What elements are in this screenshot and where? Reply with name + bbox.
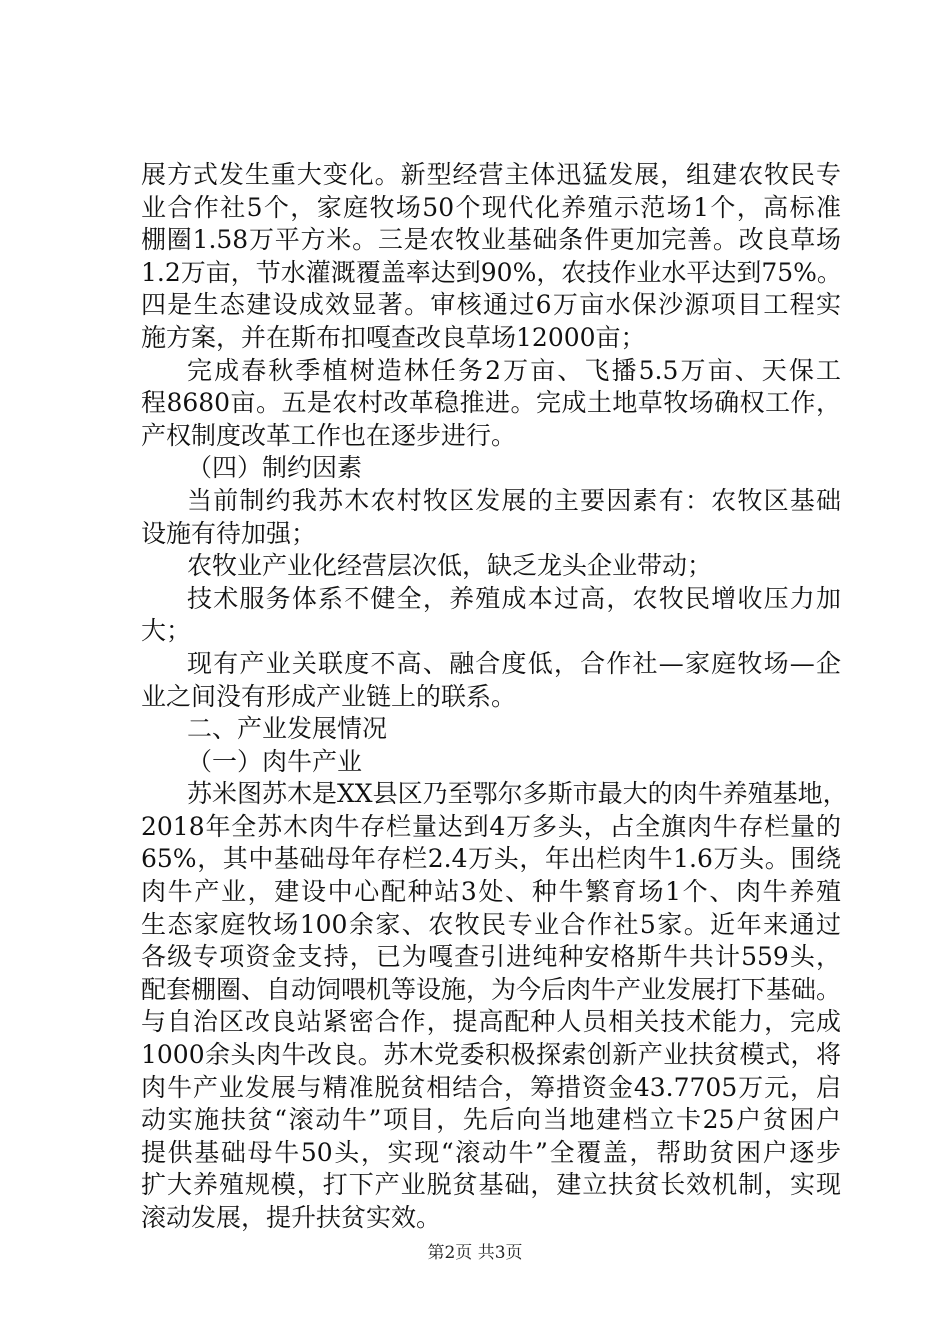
text-line: 生态家庭牧场100余家、农牧民专业合作社5家。近年来通过: [141, 909, 841, 939]
text-line: 设施有待加强；: [141, 518, 317, 548]
text-line: 肉牛产业发展与精准脱贫相结合，筹措资金43.7705万元，启: [141, 1072, 841, 1102]
text-line: 配套棚圈、自动饲喂机等设施，为今后肉牛产业发展打下基础。: [141, 974, 842, 1004]
text-line: 65%，其中基础母年存栏2.4万头，年出栏肉牛1.6万头。围绕: [141, 844, 841, 874]
text-line: 提供基础母牛50头，实现“滚动牛”全覆盖，帮助贫困户逐步: [141, 1137, 841, 1167]
text-line: 1.2万亩，节水灌溉覆盖率达到90%，农技作业水平达到75%。: [141, 257, 842, 287]
text-line: 1000余头肉牛改良。苏木党委积极探索创新产业扶贫模式，将: [141, 1040, 841, 1070]
text-line: 程8680亩。五是农村改革稳推进。完成土地草牧场确权工作，: [141, 388, 841, 418]
text-line: （四）制约因素: [187, 453, 363, 483]
text-line: 四是生态建设成效显著。审核通过6万亩水保沙源项目工程实: [141, 290, 841, 320]
text-line: 各级专项资金支持，已为嘎查引进纯种安格斯牛共计559头，: [141, 942, 841, 972]
text-line: 动实施扶贫“滚动牛”项目，先后向当地建档立卡25户贫困户: [141, 1105, 841, 1135]
text-line: 与自治区改良站紧密合作，提高配种人员相关技术能力，完成: [141, 1007, 841, 1037]
text-line: 扩大养殖规模，打下产业脱贫基础，建立扶贫长效机制，实现: [141, 1170, 841, 1200]
text-line: 棚圈1.58万平方米。三是农牧业基础条件更加完善。改良草场: [141, 225, 841, 255]
text-line: 技术服务体系不健全，养殖成本过高，农牧民增收压力加: [187, 583, 841, 613]
text-line: 施方案，并在斯布扣嘎查改良草场12000亩；: [141, 322, 646, 352]
document-body: [141, 159, 848, 1235]
text-line: 产权制度改革工作也在逐步进行。: [141, 420, 517, 450]
text-line: 大；: [141, 616, 192, 646]
text-line: 2018年全苏木肉牛存栏量达到4万多头，占全旗肉牛存栏量的: [141, 811, 841, 841]
text-line: 完成春秋季植树造林任务2万亩、飞播5.5万亩、天保工: [187, 355, 841, 385]
text-line: 滚动发展，提升扶贫实效。: [141, 1203, 442, 1232]
text-line: 业之间没有形成产业链上的联系。: [141, 681, 517, 711]
text-line: 二、产业发展情况: [187, 714, 388, 744]
page-footer: 第2页 共3页: [427, 1243, 523, 1263]
text-line: 肉牛产业，建设中心配种站3处、种牛繁育场1个、肉牛养殖: [141, 877, 841, 907]
text-line: （一）肉牛产业: [187, 746, 363, 776]
text-line: 展方式发生重大变化。新型经营主体迅猛发展，组建农牧民专: [141, 160, 841, 189]
text-line: 现有产业关联度不高、融合度低，合作社—家庭牧场—企: [187, 648, 841, 678]
text-line: 业合作社5个，家庭牧场50个现代化养殖示范场1个，高标准: [141, 192, 841, 222]
text-line: 苏米图苏木是XX县区乃至鄂尔多斯市最大的肉牛养殖基地，: [187, 779, 848, 809]
text-line: 农牧业产业化经营层次低，缺乏龙头企业带动；: [187, 551, 713, 581]
text-line: 当前制约我苏木农村牧区发展的主要因素有：农牧区基础: [187, 485, 841, 515]
